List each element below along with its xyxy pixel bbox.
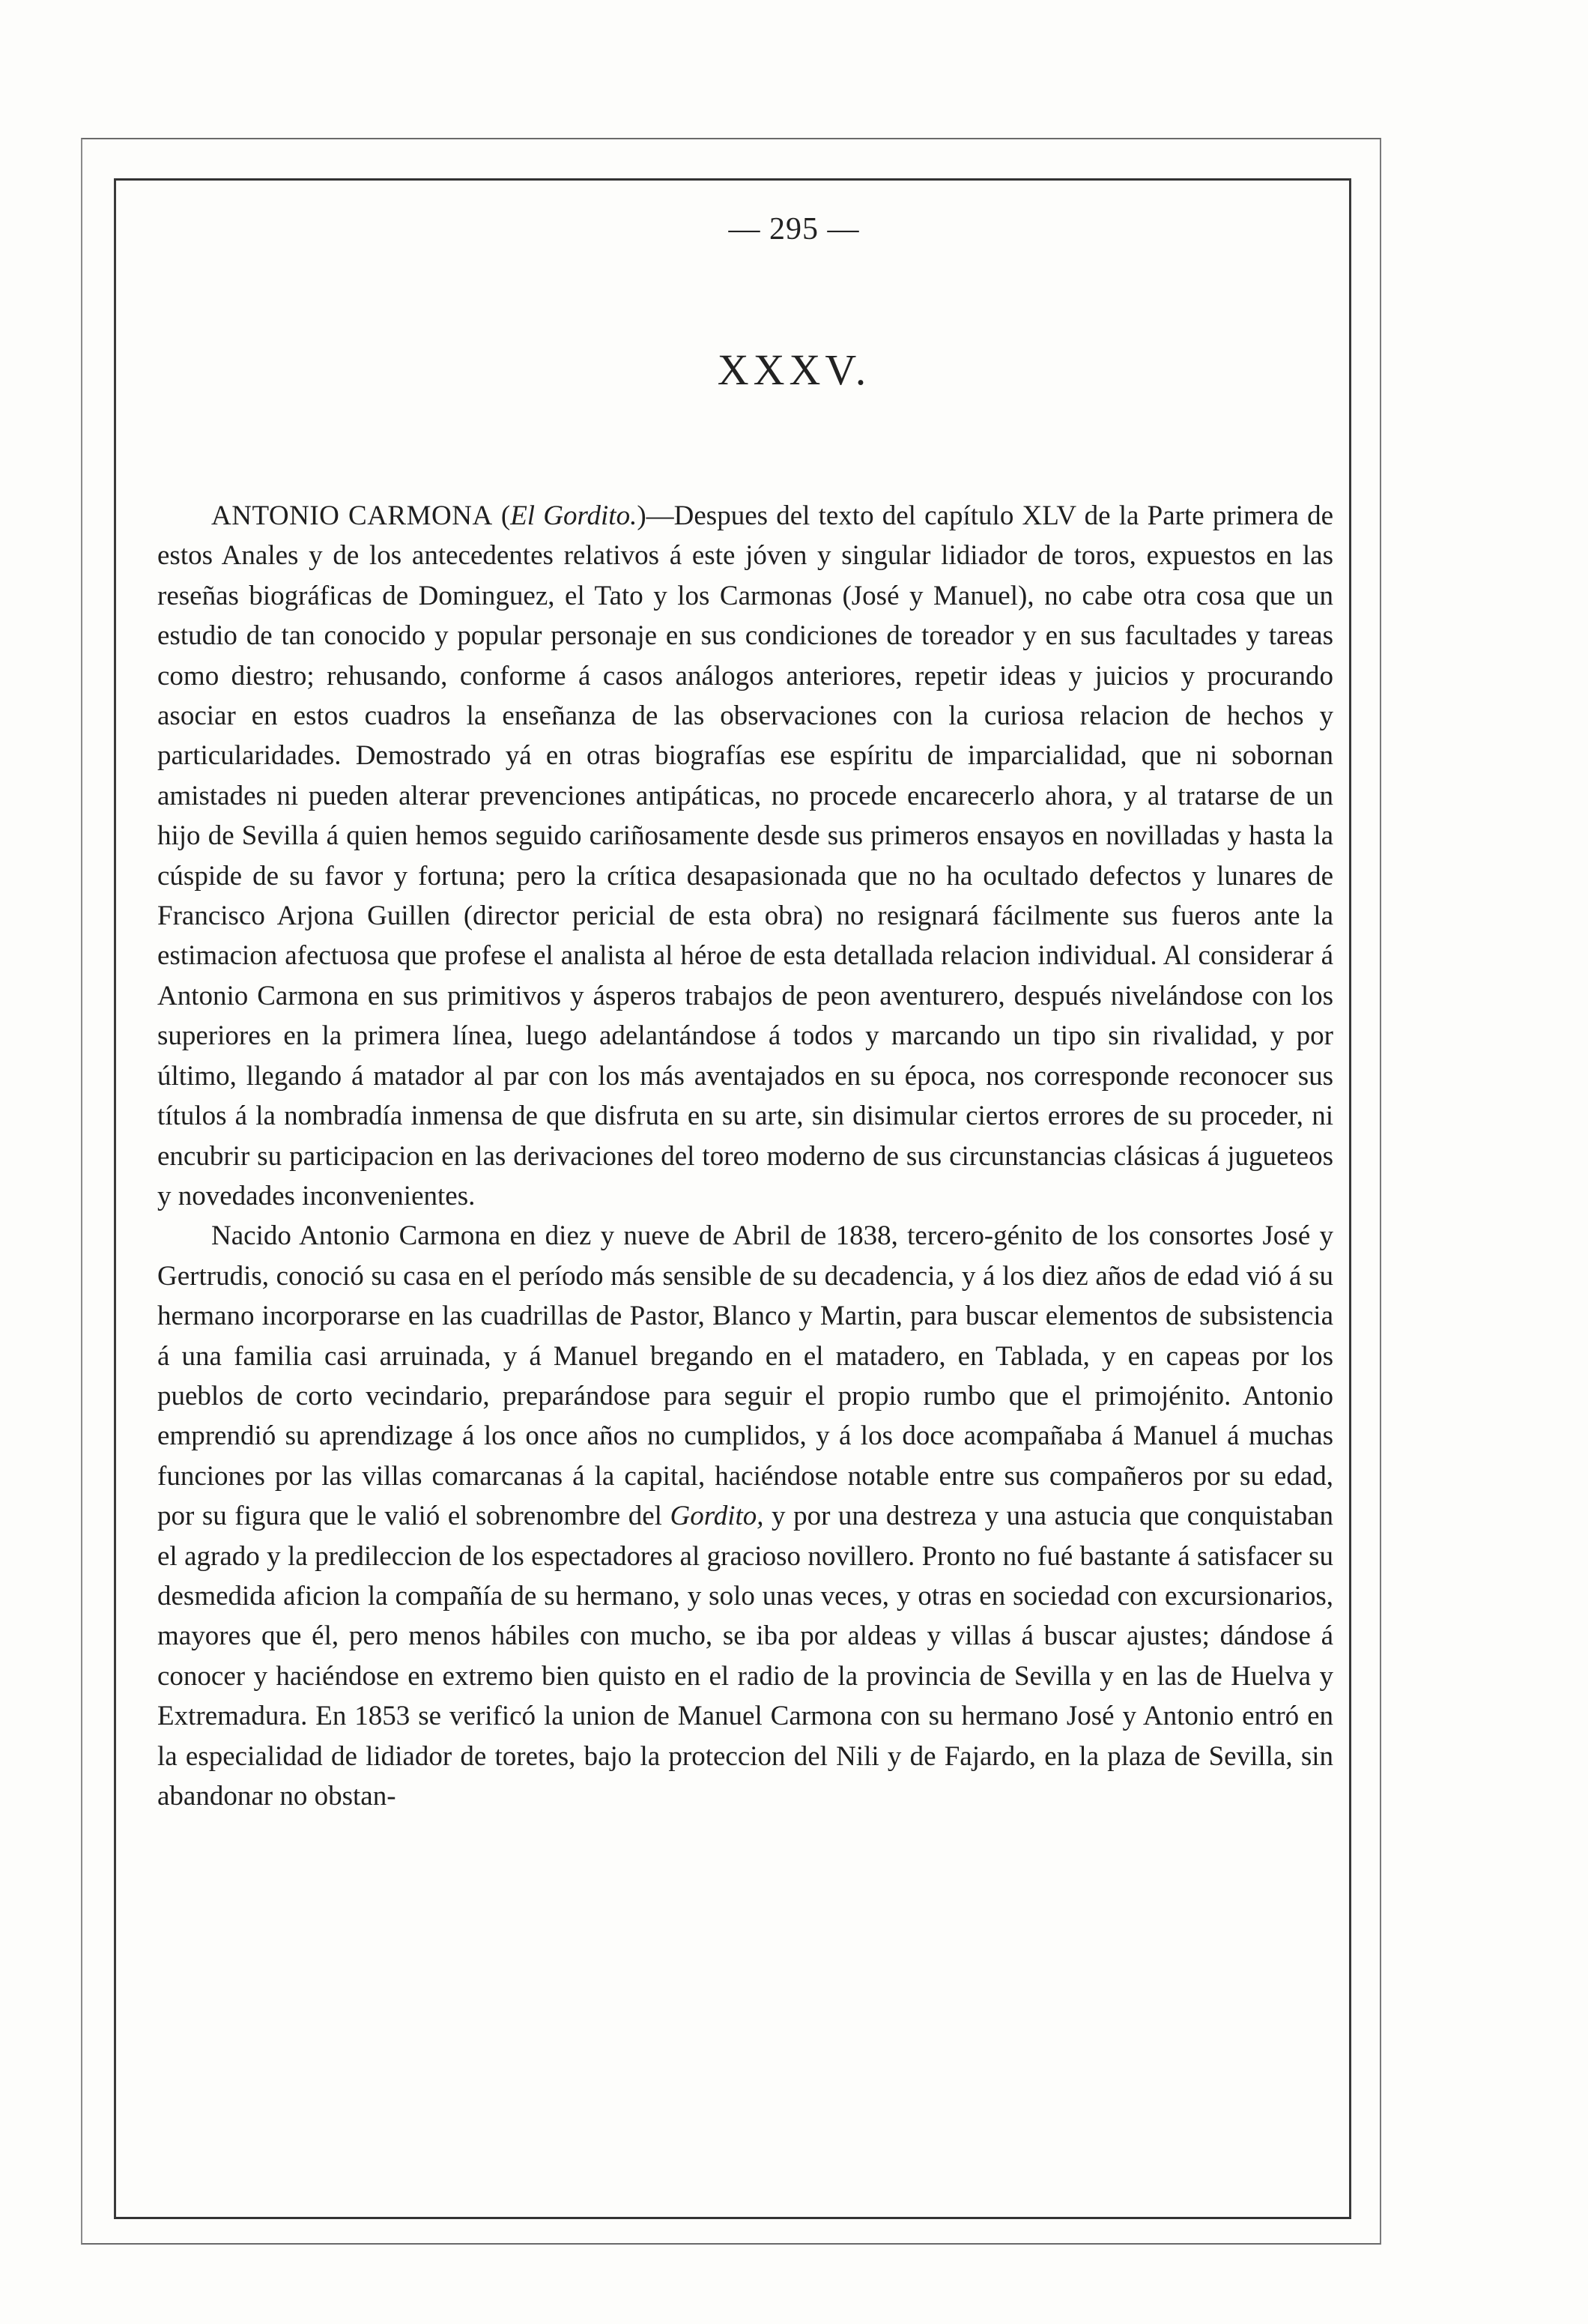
paragraph-2-text-b: y por una destreza y una astucia que conquistaban el agrado y la predileccion de los espectadores al gracioso novillero. Pronto no fué bastante á satisfacer su desmedida aficion la compañía de su hermano, y solo unas veces, y otras en sociedad con excursionarios, mayores que él, pero menos hábiles con mucho, se iba por aldeas y villas á buscar ajustes; dándose á conocer y haciéndose en extremo bien quisto en el radio de la provincia de Sevilla y en las de Huelva y Extremadura. En 1853 se verificó la union de Manuel Carmona con su hermano José y Antonio entró en la especialidad de lidiador de toretes, bajo la proteccion del Nili y de Fajardo, en la plaza de Sevilla, sin abandonar no obstan- [157,1501,1333,1812]
subject-name: ANTONIO CARMONA [211,500,493,531]
paragraph-1 [157,496,1333,1216]
body-text [157,496,1333,1816]
nickname-close-paren: ) [637,500,646,531]
paragraph-2-nickname: Gordito, [670,1501,764,1532]
paragraph-2-text-a: Nacido Antonio Carmona en diez y nueve de Abril de 1838, tercero-génito de los consortes José y Gertrudis, conoció su casa en el período más sensible de su decadencia, y á los diez años de edad vió á su hermano incorporarse en las cuadrillas de Pastor, Blanco y Martin, para buscar elementos de subsistencia á una familia casi arruinada, y á Manuel bregando en el matadero, en Tablada, y en capeas por los pueblos de corto vecindario, preparándose para seguir el propio rumbo que el primojénito. Antonio emprendió su aprendizage á los once años no cumplidos, y á los doce acompañaba á Manuel á muchas funciones por las villas comarcanas á la capital, haciéndose notable entre sus compañeros por su edad, por su figura que le valió el sobrenombre del [157,1220,1333,1532]
chapter-heading: XXXV. [717,345,871,394]
page-number: — 295 — [728,212,860,246]
paragraph-2 [157,1216,1333,1816]
paragraph-1-text: —Despues del texto del capítulo XLV de la Parte primera de estos Anales y de los antecedentes relativos á este jóven y singular lidiador de toros, expuestos en las reseñas biográficas de Dominguez, el Tato y los Carmonas (José y Manuel), no cabe otra cosa que un estudio de tan conocido y popular personaje en sus condiciones de toreador y en sus facultades y tareas como diestro; rehusando, conforme á casos análogos anteriores, repetir ideas y juicios y procurando asociar en estos cuadros la enseñanza de las observaciones con la curiosa relacion de hechos y particularidades. Demostrado yá en otras biografías ese espíritu de imparcialidad, que ni sobornan amistades ni pueden alterar prevenciones antipáticas, no procede encarecerlo ahora, y al tratarse de un hijo de Sevilla á quien hemos seguido cariñosamente desde sus primeros ensayos en novilladas y hasta la cúspide de su favor y fortuna; pero la crítica desapasionada que no ha ocultado defectos y lunares de Francisco Arjona Guillen (director pericial de esta obra) no resignará fácilmente sus fueros ante la estimacion afectuosa que profese el analista al héroe de esta detallada relacion individual. Al considerar á Antonio Carmona en sus primitivos y ásperos trabajos de peon aventurero, después nivelándose con los superiores en la primera línea, luego adelantándose á todos y marcando un tipo sin rivalidad, y por último, llegando á matador al par con los más aventajados en su época, nos corresponde reconocer sus títulos á la nombradía inmensa de que disfruta en su arte, sin disimular ciertos errores de su proceder, ni encubrir su participacion en las derivaciones del toreo moderno de sus circunstancias clásicas á jugueteos y novedades inconvenientes. [157,500,1334,1211]
nickname-open-paren: ( [500,500,511,531]
subject-nickname: El Gordito. [510,500,637,531]
